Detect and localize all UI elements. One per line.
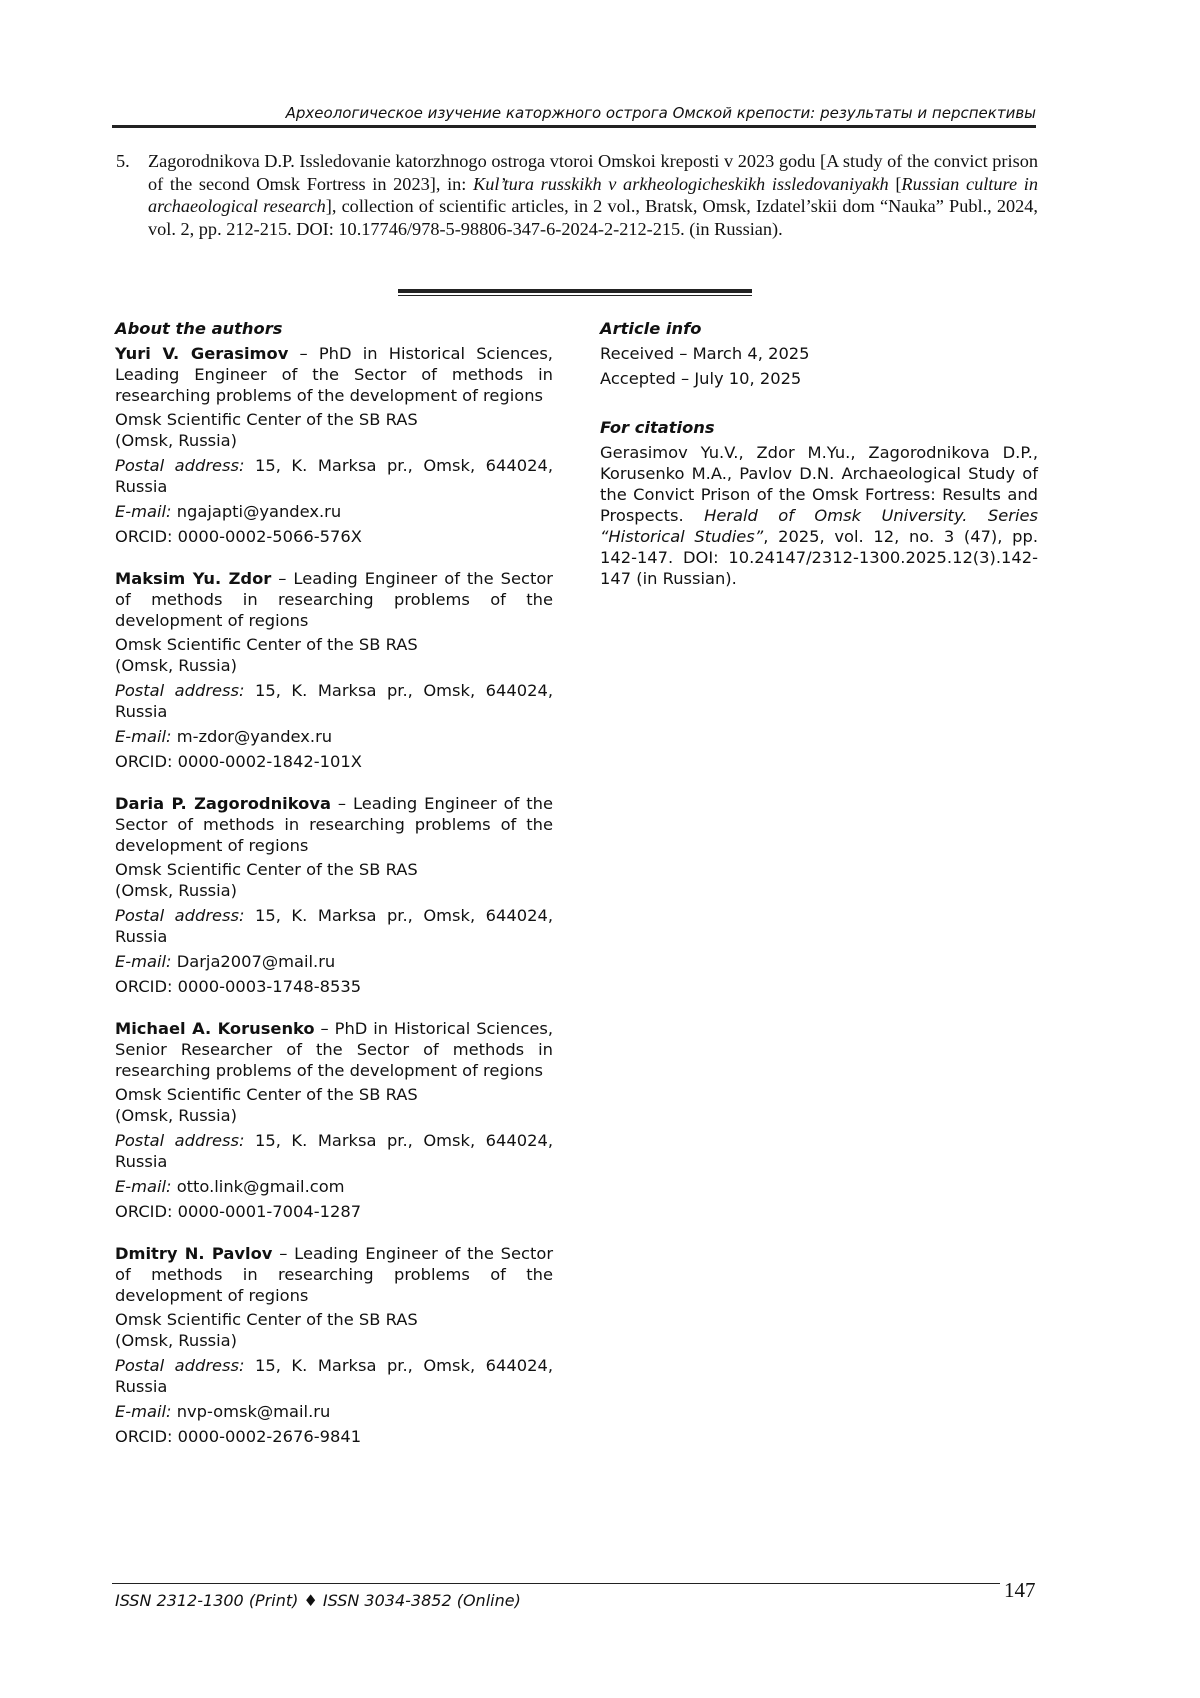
author-entry xyxy=(115,1243,553,1447)
author-entry xyxy=(115,568,553,772)
email-label: E-mail: xyxy=(115,727,172,746)
postal-label: Postal address: xyxy=(115,456,245,475)
article-info-column xyxy=(600,318,1038,592)
email-address[interactable]: m-zdor@yandex.ru xyxy=(171,727,333,746)
author-orcid: ORCID: 0000-0001-7004-1287 xyxy=(115,1202,362,1221)
email-address[interactable]: ngajapti@yandex.ru xyxy=(171,502,342,521)
author-location: (Omsk, Russia) xyxy=(115,1331,238,1350)
reference-item xyxy=(116,150,1038,240)
author-email xyxy=(115,1401,553,1422)
author-name: Yuri V. Gerasimov xyxy=(115,344,289,363)
author-orcid: ORCID: 0000-0002-1842-101X xyxy=(115,752,362,771)
header-rule xyxy=(112,125,1036,128)
author-email xyxy=(115,726,553,747)
email-address[interactable]: Darja2007@mail.ru xyxy=(171,952,336,971)
postal-label: Postal address: xyxy=(115,906,245,925)
author-location: (Omsk, Russia) xyxy=(115,881,238,900)
author-description: – Leading Engineer of the Sector of methods in researching problems of the development of regions xyxy=(115,1244,554,1305)
author-email xyxy=(115,951,553,972)
postal-label: Postal address: xyxy=(115,1356,245,1375)
author-bio xyxy=(115,793,553,856)
accepted-date: Accepted – July 10, 2025 xyxy=(600,369,802,388)
postal-address: 15, K. Marksa pr., Omsk, 644024, Russia xyxy=(115,1131,553,1171)
citations-title: For citations xyxy=(600,418,715,437)
author-email xyxy=(115,1176,553,1197)
postal-label: Postal address: xyxy=(115,1131,245,1150)
running-header: Археологическое изучение каторжного острога Омской крепости: результаты и перспективы xyxy=(285,104,1036,122)
author-postal xyxy=(115,455,553,497)
author-bio xyxy=(115,568,553,631)
author-organization: Omsk Scientific Center of the SB RAS xyxy=(115,1310,418,1329)
authors-list xyxy=(115,343,553,1447)
postal-address: 15, K. Marksa pr., Omsk, 644024, Russia xyxy=(115,1356,553,1396)
author-name: Dmitry N. Pavlov xyxy=(115,1244,273,1263)
article-info-title: Article info xyxy=(600,319,702,338)
reference-text xyxy=(148,150,1038,240)
reference-translated-title: Russian culture in archaeological research xyxy=(148,173,1038,216)
author-organization: Omsk Scientific Center of the SB RAS xyxy=(115,860,418,879)
author-description: – Leading Engineer of the Sector of methods in researching problems of the development of regions xyxy=(115,794,553,855)
author-organization: Omsk Scientific Center of the SB RAS xyxy=(115,410,418,429)
citation-text xyxy=(600,442,1038,589)
email-address[interactable]: otto.link@gmail.com xyxy=(171,1177,345,1196)
author-orcid: ORCID: 0000-0002-5066-576X xyxy=(115,527,362,546)
author-entry xyxy=(115,1018,553,1222)
author-location: (Omsk, Russia) xyxy=(115,656,238,675)
author-name: Michael A. Korusenko xyxy=(115,1019,315,1038)
citation-part: Gerasimov Yu.V., Zdor M.Yu., Zagorodnikova D.P., Korusenko M.A., Pavlov D.N. Archaeological Study of the Convict Prison of the Omsk Fortress: Results and Prospects. xyxy=(600,443,1038,525)
footer-issn: ISSN 2312-1300 (Print) ♦ ISSN 3034-3852 (Online) xyxy=(115,1591,521,1610)
author-bio xyxy=(115,1243,553,1306)
email-label: E-mail: xyxy=(115,502,172,521)
reference-part: Zagorodnikova D.P. Issledovanie katorzhnogo ostroga vtoroi Omskoi kreposti v 2023 godu [A study of the convict prison of the second Omsk Fortress in 2023], in: xyxy=(148,151,1038,194)
author-postal xyxy=(115,1130,553,1172)
email-label: E-mail: xyxy=(115,1177,172,1196)
author-postal xyxy=(115,905,553,947)
about-authors-title: About the authors xyxy=(115,319,283,338)
author-organization: Omsk Scientific Center of the SB RAS xyxy=(115,1085,418,1104)
reference-number: 5. xyxy=(116,151,130,171)
section-divider-thin xyxy=(398,295,752,296)
author-orcid: ORCID: 0000-0002-2676-9841 xyxy=(115,1427,362,1446)
author-name: Maksim Yu. Zdor xyxy=(115,569,272,588)
section-divider xyxy=(398,289,752,293)
author-bio xyxy=(115,1018,553,1081)
email-address[interactable]: nvp-omsk@mail.ru xyxy=(171,1402,331,1421)
author-name: Daria P. Zagorodnikova xyxy=(115,794,331,813)
reference-part: [ xyxy=(888,173,902,194)
author-description: – Leading Engineer of the Sector of methods in researching problems of the development of regions xyxy=(115,569,553,630)
reference-part: ], collection of scientific articles, in 2 vol., Bratsk, Omsk, Izdatel’skii dom “Nauka” Publ., 2024, vol. 2, pp. 212-215. DOI: 10.17746/978-5-98806-347-6-2024-2-212-215. (in Russian). xyxy=(148,196,1038,239)
author-location: (Omsk, Russia) xyxy=(115,431,238,450)
author-postal xyxy=(115,680,553,722)
page-number: 147 xyxy=(1004,1578,1036,1602)
author-entry xyxy=(115,793,553,997)
author-organization: Omsk Scientific Center of the SB RAS xyxy=(115,635,418,654)
author-orcid: ORCID: 0000-0003-1748-8535 xyxy=(115,977,362,996)
about-authors-column xyxy=(115,318,553,1468)
email-label: E-mail: xyxy=(115,1402,172,1421)
email-label: E-mail: xyxy=(115,952,172,971)
author-description: – PhD in Historical Sciences, Leading Engineer of the Sector of methods in researching problems of the development of regions xyxy=(115,344,553,405)
author-entry xyxy=(115,343,553,547)
received-date: Received – March 4, 2025 xyxy=(600,344,810,363)
author-location: (Omsk, Russia) xyxy=(115,1106,238,1125)
author-bio xyxy=(115,343,553,406)
author-postal xyxy=(115,1355,553,1397)
postal-address: 15, K. Marksa pr., Omsk, 644024, Russia xyxy=(115,681,553,721)
author-description: – PhD in Historical Sciences, Senior Researcher of the Sector of methods in researching problems of the development of regions xyxy=(115,1019,553,1080)
postal-address: 15, K. Marksa pr., Omsk, 644024, Russia xyxy=(115,456,553,496)
citation-part: , 2025, vol. 12, no. 3 (47), pp. 142-147. DOI: 10.24147/2312-1300.2025.12(3).142-147 (in Russian). xyxy=(600,527,1038,588)
postal-label: Postal address: xyxy=(115,681,245,700)
reference-title: Kul’tura russkikh v arkheologicheskikh issledovaniyakh xyxy=(473,173,889,194)
citation-journal: Herald of Omsk University. Series “Historical Studies” xyxy=(600,506,1038,546)
author-email xyxy=(115,501,553,522)
footer-rule xyxy=(112,1583,1000,1584)
postal-address: 15, K. Marksa pr., Omsk, 644024, Russia xyxy=(115,906,553,946)
